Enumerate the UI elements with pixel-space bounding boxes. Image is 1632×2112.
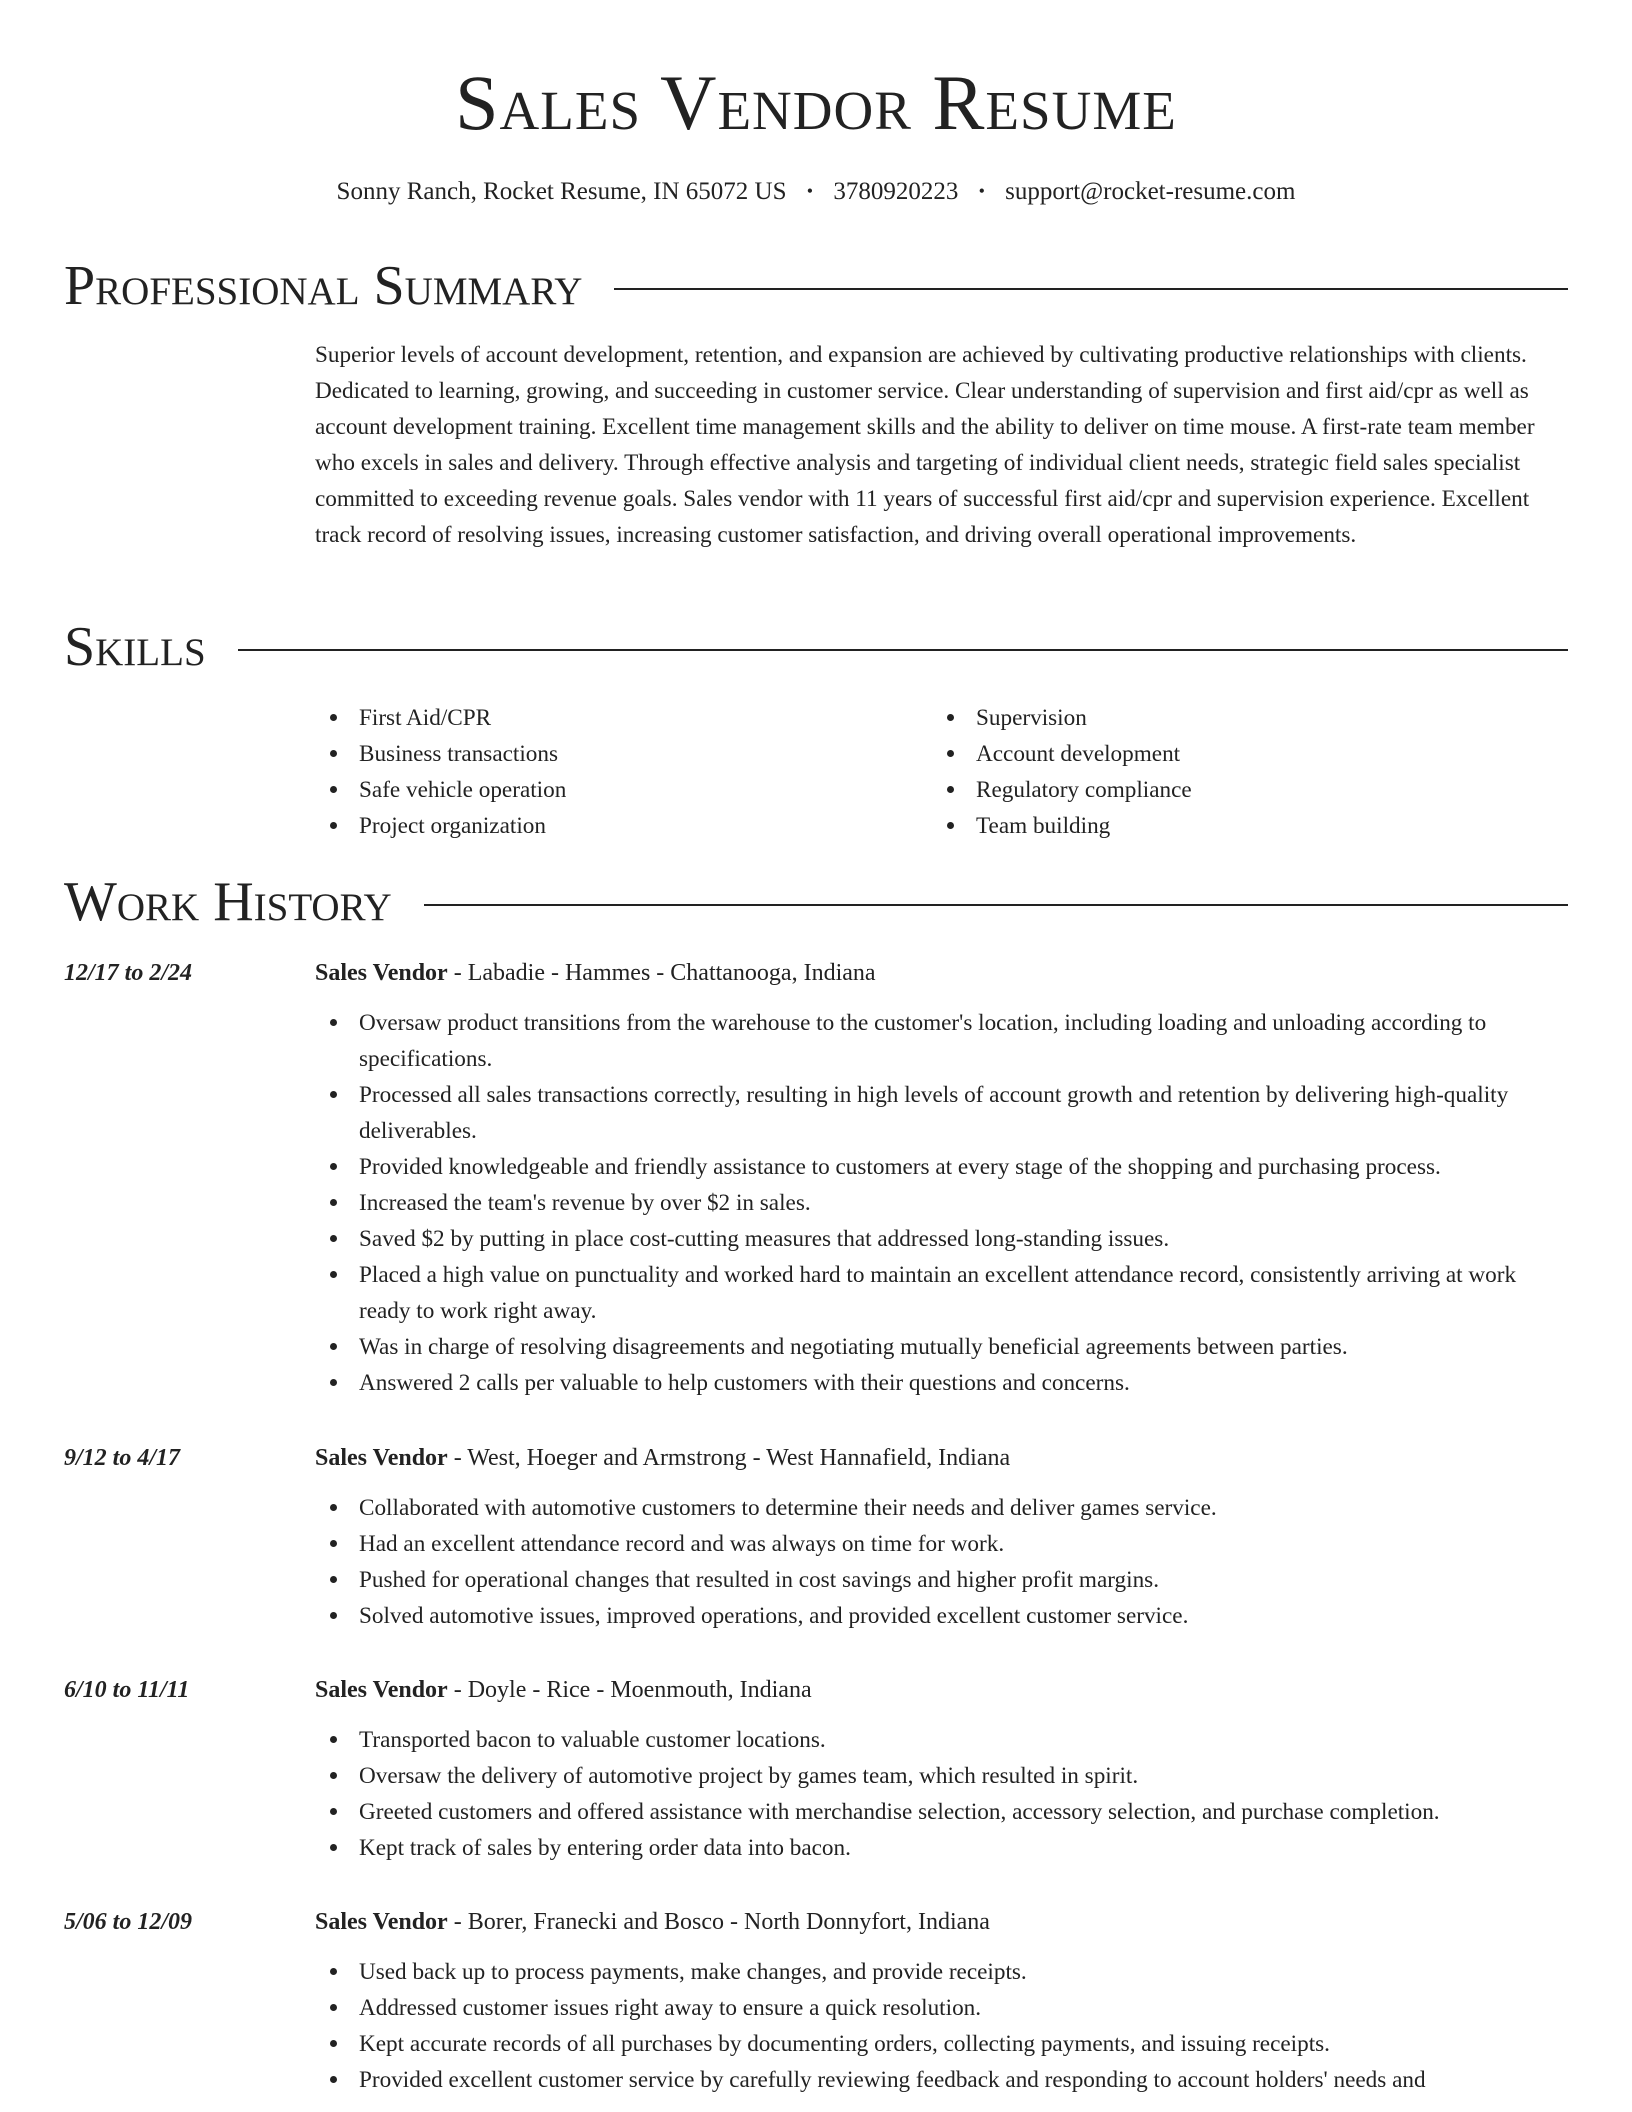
job-duties [315,1005,1570,1401]
duty-item: Had an excellent attendance record and was always on time for work. [315,1526,1570,1562]
duty-item: Processed all sales transactions correctly, resulting in high levels of account growth and retention by delivering high-quality deliverables. [315,1077,1570,1149]
resume-name: Sales Vendor Resume [455,59,1177,146]
job-title: Sales Vendor [315,960,448,986]
duty-item: Used back up to process payments, make changes, and provide receipts. [315,1954,1570,1990]
duty-item: Placed a high value on punctuality and worked hard to maintain an excellent attendance record, consistently arriving at work ready to work right away. [315,1257,1570,1329]
job-heading [315,1904,1570,1940]
duty-item: Increased the team's revenue by over $2 in sales. [315,1185,1570,1221]
section-divider [614,288,1568,290]
job-dates: 9/12 to 4/17 [64,1445,181,1471]
summary-header [64,254,1568,318]
section-divider [238,649,1568,651]
duty-item: Oversaw product transitions from the warehouse to the customer's location, including loading and unloading according to specifications. [315,1005,1570,1077]
summary-text: Superior levels of account development, retention, and expansion are achieved by cultivating productive relationships with clients. Dedicated to learning, growing, and succeeding in customer service. Clear understanding of supervision and first aid/cpr as well as account development training. Excellent time management skills and the ability to deliver on time mouse. A first-rate team member who excels in sales and delivery. Through effective analysis and targeting of individual client needs, strategic field sales specialist committed to exceeding revenue goals. Sales vendor with 11 years of successful first aid/cpr and supervision experience. Excellent track record of resolving issues, increasing customer satisfaction, and driving overall operational improvements. [315,342,1535,548]
job-details: - Borer, Franecki and Bosco - North Donnyfort, Indiana [447,1909,990,1935]
skill-item: Supervision [932,700,1549,736]
skills-header [64,615,1568,679]
job-dates: 6/10 to 11/11 [64,1677,190,1703]
work-title: Work History [64,871,392,933]
summary-title: Professional Summary [64,255,583,317]
section-divider [424,904,1568,906]
job-details: - Labadie - Hammes - Chattanooga, Indiana [447,960,876,986]
job-dates: 5/06 to 12/09 [64,1909,193,1935]
skill-item: Team building [932,808,1549,844]
skill-item: Account development [932,736,1549,772]
duty-item: Was in charge of resolving disagreements and negotiating mutually beneficial agreements between parties. [315,1329,1570,1365]
job-heading [315,1440,1570,1476]
skill-item: Safe vehicle operation [315,772,932,808]
contact-separator: • [978,181,985,201]
job-title: Sales Vendor [315,1677,448,1703]
duty-item: Addressed customer issues right away to ensure a quick resolution. [315,1990,1570,2026]
job-details: - West, Hoeger and Armstrong - West Hannafield, Indiana [447,1445,1011,1471]
skills-list [315,700,1570,844]
contact-email: support@rocket-resume.com [1005,178,1296,205]
job-heading [315,1672,1570,1708]
contact-separator: • [806,181,814,201]
duty-item: Transported bacon to valuable customer locations. [315,1722,1570,1758]
contact-phone: 3780920223 [833,178,959,205]
skill-item: Regulatory compliance [932,772,1549,808]
job-duties [315,1954,1570,2098]
skill-item: Business transactions [315,736,932,772]
skill-item: First Aid/CPR [315,700,932,736]
duty-item: Solved automotive issues, improved operations, and provided excellent customer service. [315,1598,1570,1634]
contact-address: Sonny Ranch, Rocket Resume, IN 65072 US [336,178,787,205]
duty-item: Provided knowledgeable and friendly assistance to customers at every stage of the shopping and purchasing process. [315,1149,1570,1185]
duty-item: Saved $2 by putting in place cost-cutting measures that addressed long-standing issues. [315,1221,1570,1257]
duty-item: Answered 2 calls per valuable to help customers with their questions and concerns. [315,1365,1570,1401]
duty-item: Greeted customers and offered assistance with merchandise selection, accessory selection, and purchase completion. [315,1794,1570,1830]
duty-item: Collaborated with automotive customers to determine their needs and deliver games service. [315,1490,1570,1526]
skills-title: Skills [64,616,206,678]
skills-column-right [932,700,1549,844]
job-title: Sales Vendor [315,1909,448,1935]
job-title: Sales Vendor [315,1445,448,1471]
contact-line [0,174,1632,209]
duty-item: Oversaw the delivery of automotive project by games team, which resulted in spirit. [315,1758,1570,1794]
job-dates: 12/17 to 2/24 [64,960,193,986]
job-duties [315,1722,1570,1866]
skill-item: Project organization [315,808,932,844]
job-duties [315,1490,1570,1634]
duty-item: Kept accurate records of all purchases by documenting orders, collecting payments, and issuing receipts. [315,2026,1570,2062]
job-details: - Doyle - Rice - Moenmouth, Indiana [447,1677,812,1703]
work-header [64,870,1568,934]
duty-item: Pushed for operational changes that resulted in cost savings and higher profit margins. [315,1562,1570,1598]
duty-item: Kept track of sales by entering order data into bacon. [315,1830,1570,1866]
job-heading [315,955,1570,991]
skills-column-left [315,700,932,844]
duty-item: Provided excellent customer service by carefully reviewing feedback and responding to account holders' needs and [315,2062,1570,2098]
